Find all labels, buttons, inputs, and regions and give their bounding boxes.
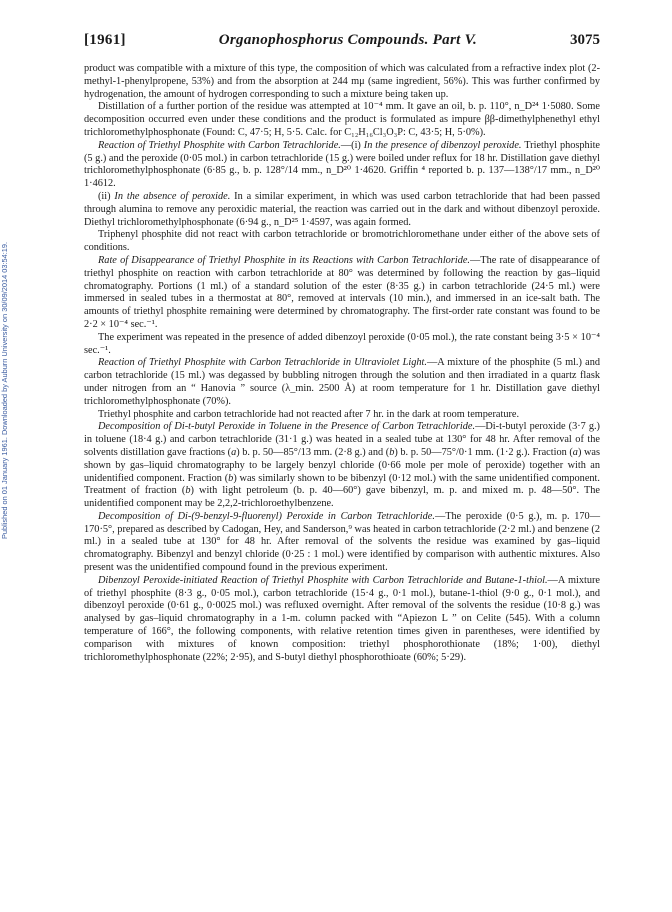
italic-run: In the absence of peroxide. <box>114 190 231 202</box>
text-run: The experiment was repeated in the presence of added dibenzoyl peroxide (0·05 mol.), the rate constant being 3·5 × 10⁻⁴ sec.⁻¹. <box>84 331 600 356</box>
text-run: —Di-t-butyl peroxide (3·7 g.) in toluene (18·4 g.) and carbon tetrachloride (31·1 g.) was heated in a sealed tube at 130° for 48 hr. After removal of the solvents distillation gave fractions ( <box>84 421 600 458</box>
header-title: Organophosphorus Compounds. Part V. <box>218 32 478 48</box>
paragraph-1 <box>84 63 600 101</box>
paragraph-3 <box>84 140 600 191</box>
paragraph-4 <box>84 191 600 229</box>
italic-run: b <box>228 472 234 484</box>
page-number: 3075 <box>570 32 600 48</box>
italic-run: In the presence of dibenzoyl peroxide. <box>363 139 522 151</box>
text-run: ) b. p. 50—85°/13 mm. (2·8 g.) and ( <box>236 446 390 458</box>
paragraph-12 <box>84 575 600 665</box>
italic-run: Reaction of Triethyl Phosphite with Carbon Tetrachloride in Ultraviolet Light. <box>98 357 427 369</box>
text-run: Triethyl phosphite (5 g.) and the peroxide (0·05 mol.) in carbon tetrachloride (15 g.) were boiled under reflux for 18 hr. Distillation gave diethyl trichloromethylphosphonate (6·85 g., b. p. 128°/14 mm., n_D²⁰ 1·4620. Griffin ⁴ reported b. p. 137—138°/17 mm., n_D²⁰ 1·4612. <box>84 139 600 190</box>
published-download-note: Published on 01 January 1961. Downloaded by Auburn University on 30/09/2014 03:54:19. <box>0 241 9 539</box>
paragraph-8 <box>84 357 600 408</box>
paragraph-11 <box>84 511 600 575</box>
text-run: ) b. p. 50—75°/0·1 mm. (1·2 g.). Fraction ( <box>394 446 573 458</box>
italic-run: Rate of Disappearance of Triethyl Phosphite in its Reactions with Carbon Tetrachloride. <box>98 254 470 266</box>
paragraph-9 <box>84 409 600 422</box>
italic-run: b <box>185 485 191 497</box>
running-header <box>84 32 600 52</box>
italic-run: a <box>231 446 237 458</box>
text-run: Triethyl phosphite and carbon tetrachloride had not reacted after 7 hr. in the dark at room temperature. <box>98 408 520 420</box>
italic-run: b <box>389 446 395 458</box>
italic-run: Dibenzoyl Peroxide-initiated Reaction of Triethyl Phosphite with Carbon Tetrachloride and Butane-1-thiol. <box>98 574 548 586</box>
text-run: —The peroxide (0·5 g.), m. p. 170—170·5°, prepared as described by Cadogan, Hey, and Sanderson,⁹ was heated in carbon tetrachloride (2·2 ml.) and benzene (2 ml.) in a sealed tube at 130° for 48 hr. After removal of the solvents the residue was examined by gas–liquid chromatography. Bibenzyl and benzyl chloride (0·25 : 1 mol.) were identified by comparison with authentic mixtures. Also present was the unidentified compound found in the previous experiment. <box>84 510 600 574</box>
text-run: —A mixture of triethyl phosphite (8·3 g., 0·05 mol.), carbon tetrachloride (15·4 g., 0·1 mol.), butane-1-thiol (9·0 g., 0·1 mol.), and dibenzoyl peroxide (0·61 g., 0·0025 mol.) was refluxed overnight. After removal of the solvents the residue (10·8 g.) was analysed by gas–liquid chromatography in a 1-m. column packed with “Apiezon L ” on Celite (545). With a column temperature of 166°, the following components, with relative retention times given in parentheses, were identified by comparison with mixtures of known composition: triethyl phosphorothionate (18%; 1·00), diethyl trichloromethylphosphonate (22%; 2·95), and S-butyl diethyl phosphorothioate (60%; 5·29). <box>84 574 600 663</box>
text-run: (ii) <box>98 190 115 202</box>
text-run: —The rate of disappearance of triethyl phosphite on reaction with carbon tetrachloride at 80° was determined by following the reaction by gas–liquid chromatography. Portions (1 ml.) of a standard solution of the ester (8·35 g.) in carbon tetrachloride (24·5 ml.) were immersed in sealed tubes in a thermostat at 80°, removed at intervals (10 min.), and immersed in an ice-salt bath. The amounts of triethyl phosphite remaining were determined by chromatography. The first-order rate constant was found to be 2·2 × 10⁻⁴ sec.⁻¹. <box>84 254 600 330</box>
text-run: In a similar experiment, in which was used carbon tetrachloride that had been passed through alumina to remove any peroxidic material, the reaction was carried out in the dark and without dibenzoyl peroxide. Diethyl trichloromethylphosphonate (6·94 g., n_D²⁵ 1·4597, was again formed. <box>84 190 600 228</box>
paragraph-10 <box>84 421 600 511</box>
text-run: product was compatible with a mixture of this type, the composition of which was calculated from a refractive index plot (2-methyl-1-phenylpropene, 53%) and from the absorption at 244 mμ (same ingredient, 56%). This was further confirmed by hydrogenation, the amount of hydrogen corresponding to such a mixture being taken up. <box>84 63 600 100</box>
italic-run: Reaction of Triethyl Phosphite with Carbon Tetrachloride. <box>98 139 341 151</box>
text-run: ) with light petroleum (b. p. 40—60°) gave bibenzyl, m. p. and mixed m. p. 48—50°. The unidentified component may be 2,2,2-trichloroethylbenzene. <box>84 485 600 510</box>
text-run: ) was shown by gas–liquid chromatography to be largely benzyl chloride (0·66 mole per mole of peroxide) together with an unidentified component. Fraction ( <box>84 446 600 484</box>
text-run: —(i) <box>340 139 364 151</box>
italic-run: Decomposition of Di-(9-benzyl-9-fluorenyl) Peroxide in Carbon Tetrachloride. <box>98 510 435 522</box>
paragraph-6 <box>84 255 600 332</box>
text-run: ) was similarly shown to be bibenzyl (0·12 mol.) with the same unidentified component. Treatment of fraction ( <box>84 472 600 497</box>
paragraph-2 <box>84 101 600 139</box>
text-run: Triphenyl phosphite did not react with carbon tetrachloride or bromotrichloromethane under either of the above sets of conditions. <box>84 229 600 254</box>
italic-run: a <box>572 446 578 458</box>
text-run: Distillation of a further portion of the residue was attempted at 10⁻⁴ mm. It gave an oil, b. p. 110°, n_D²⁴ 1·5080. Some decomposition occurred even under these conditions and the product is formulated as impure ββ-dimethylphenethyl ethyl trichloromethylphosphonate (Found: C, 47·5; H, 5·5. Calc. for C₁₂H₁₆Cl₃O₃P: C, 43·5; H, 5·0%). <box>84 101 600 138</box>
header-year: [1961] <box>84 32 126 48</box>
paragraph-5 <box>84 229 600 255</box>
paragraph-7 <box>84 332 600 358</box>
text-run: —A mixture of the phosphite (5 ml.) and carbon tetrachloride (15 ml.) was degassed by bubbling nitrogen through the solution and then irradiated in a quartz flask under nitrogen from an “ Hanovia ” source (λ_min. 2500 Å) at room temperature for 1 hr. Distillation gave diethyl trichloromethylphosphonate (70%). <box>84 357 600 407</box>
article-body <box>84 63 600 664</box>
italic-run: Decomposition of Di-t-butyl Peroxide in Toluene in the Presence of Carbon Tetrachloride. <box>98 421 476 433</box>
